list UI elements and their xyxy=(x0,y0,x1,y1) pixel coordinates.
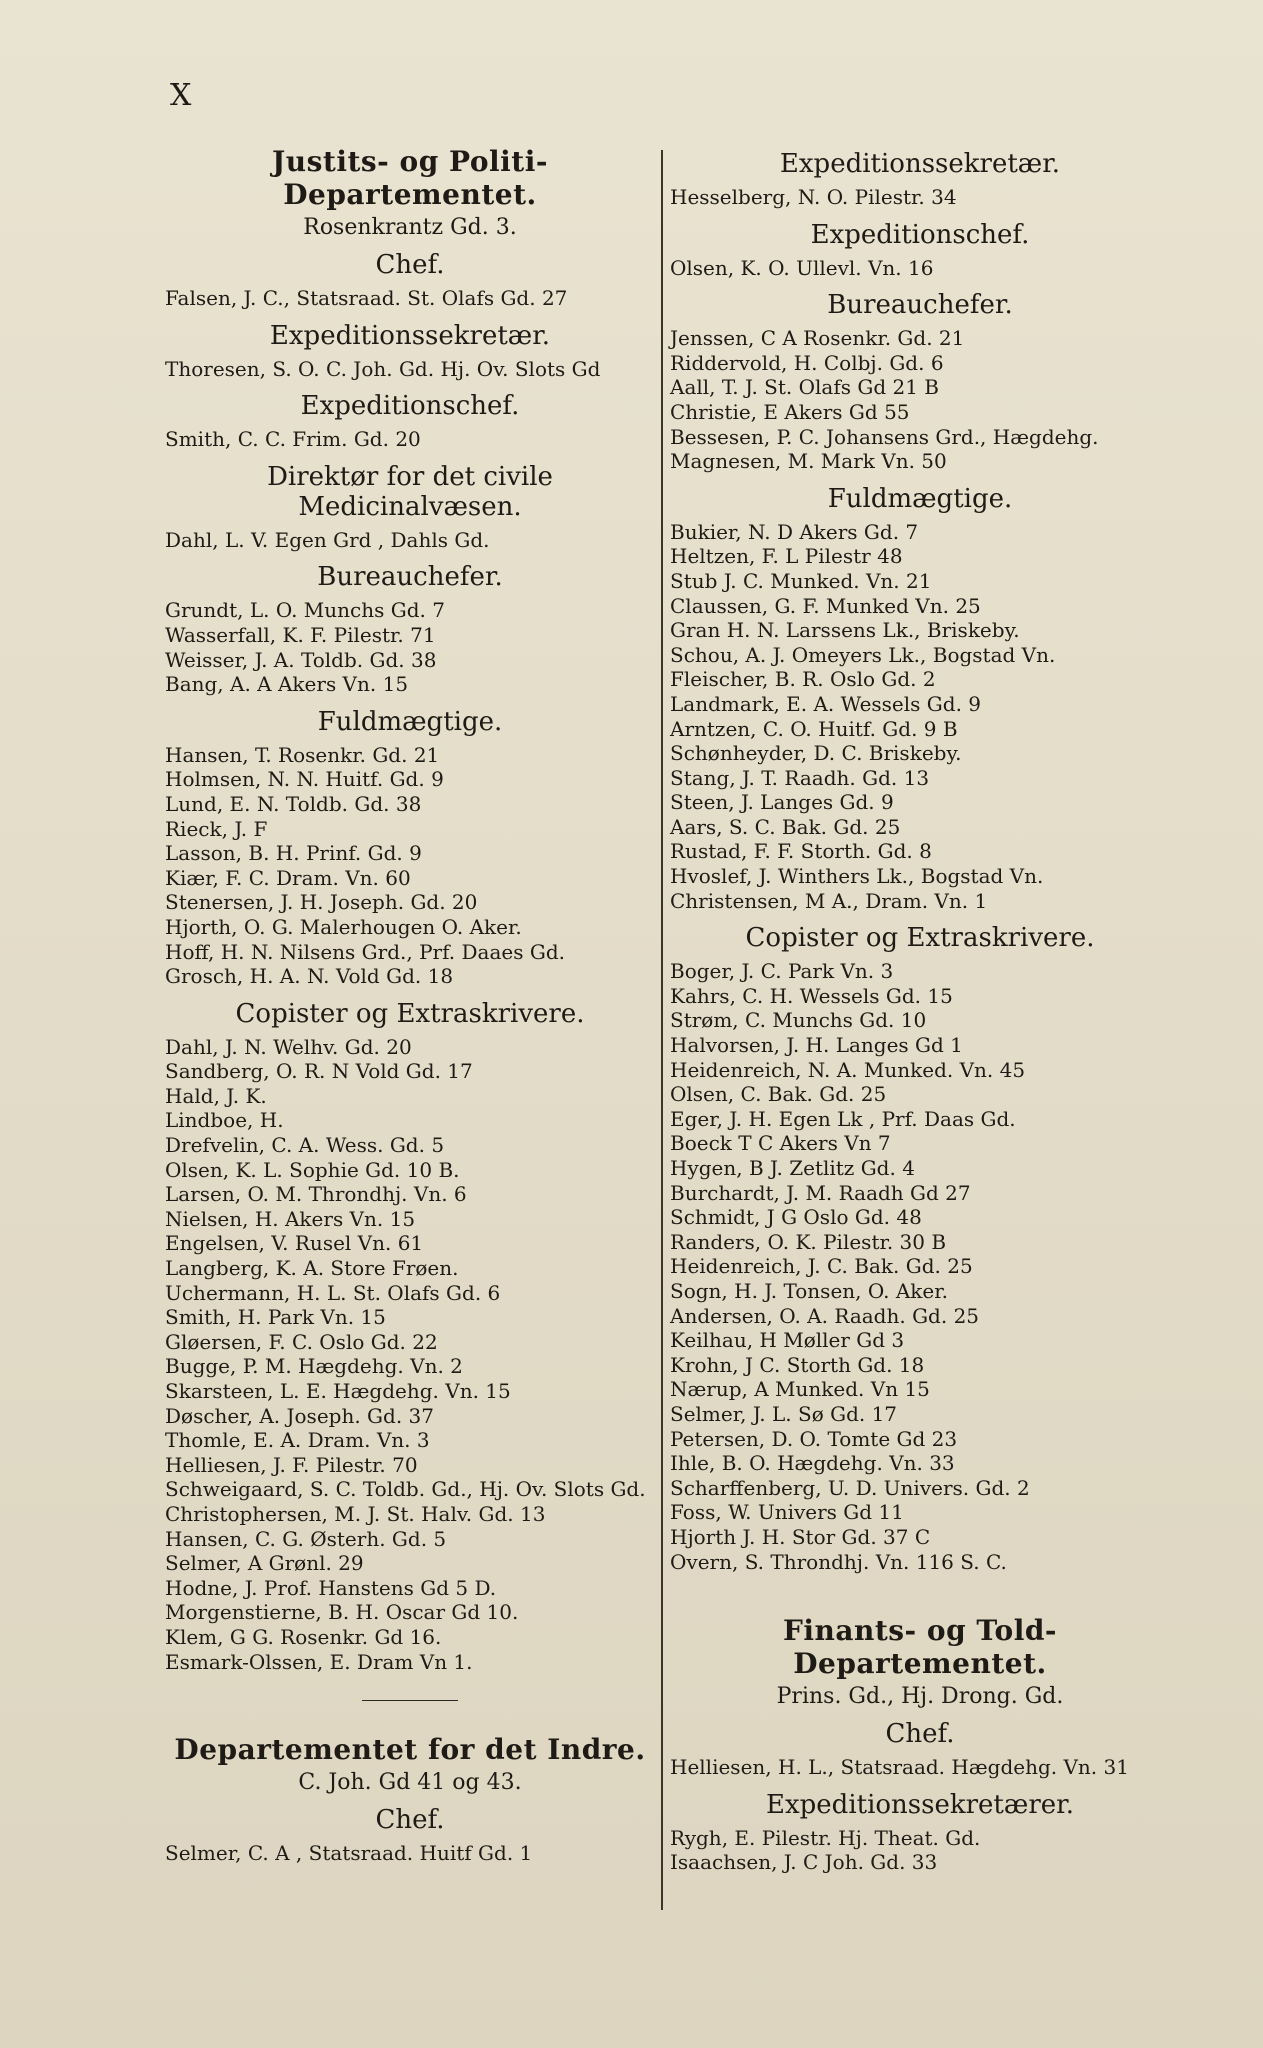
list-item: Stub J. C. Munked. Vn. 21 xyxy=(670,568,932,593)
department-title: Departementet for det Indre. xyxy=(174,1733,646,1767)
list-item: Bessesen, P. C. Johansens Grd., Hægdehg. xyxy=(670,424,1099,449)
list-item: Randers, O. K. Pilestr. 30 B xyxy=(670,1229,947,1254)
list-item: Andersen, O. A. Raadh. Gd. 25 xyxy=(670,1303,980,1328)
list-item: Rygh, E. Pilestr. Hj. Theat. Gd. xyxy=(670,1825,981,1850)
list-item: Hald, J. K. xyxy=(165,1083,267,1108)
group-heading: Expeditionschef. xyxy=(300,391,520,422)
list-item: Keilhau, H Møller Gd 3 xyxy=(670,1328,905,1353)
list-item: Falsen, J. C., Statsraad. St. Olafs Gd. 27 xyxy=(165,286,568,310)
list-item: Krohn, J C. Storth Gd. 18 xyxy=(670,1352,925,1377)
department-finants xyxy=(670,1614,1170,1875)
group-heading: Chef. xyxy=(375,1805,445,1836)
list-item: Nielsen, H. Akers Vn. 15 xyxy=(165,1206,416,1231)
list-item: Grosch, H. A. N. Vold Gd. 18 xyxy=(165,964,454,989)
list-item: Weisser, J. A. Toldb. Gd. 38 xyxy=(165,647,437,672)
list-item: Dahl, L. V. Egen Grd , Dahls Gd. xyxy=(165,527,490,552)
list-item: Ihle, B. O. Hægdehg. Vn. 33 xyxy=(670,1451,955,1476)
list-item: Klem, G G. Rosenkr. Gd 16. xyxy=(165,1624,442,1649)
department-title: Justits- og Politi-Departementet. xyxy=(272,145,548,211)
list-item: Sandberg, O. R. N Vold Gd. 17 xyxy=(165,1059,473,1084)
list-item: Bugge, P. M. Hægdehg. Vn. 2 xyxy=(165,1354,463,1379)
list-item: Dahl, J. N. Welhv. Gd. 20 xyxy=(165,1034,412,1059)
list-item: Hoff, H. N. Nilsens Grd., Prf. Daaes Gd. xyxy=(165,939,565,964)
group-heading: Bureauchefer. xyxy=(827,290,1013,321)
list-item: Kahrs, C. H. Wessels Gd. 15 xyxy=(670,983,953,1008)
group-heading: Direktør for det civile Medicinalvæsen. xyxy=(267,461,553,522)
list-item: Hansen, T. Rosenkr. Gd. 21 xyxy=(165,742,440,767)
list-item: Gløersen, F. C. Oslo Gd. 22 xyxy=(165,1329,438,1354)
list-item: Skarsteen, L. E. Hægdehg. Vn. 15 xyxy=(165,1379,511,1403)
department-justits-continued xyxy=(670,149,1170,1574)
list-item: Landmark, E. A. Wessels Gd. 9 xyxy=(670,691,982,716)
list-item: Bang, A. A Akers Vn. 15 xyxy=(165,672,409,697)
list-item: Christophersen, M. J. St. Halv. Gd. 13 xyxy=(165,1501,546,1526)
list-item: Morgenstierne, B. H. Oscar Gd 10. xyxy=(165,1600,519,1625)
list-item: Scharffenberg, U. D. Univers. Gd. 2 xyxy=(670,1475,1030,1500)
list-item: Helliesen, H. L., Statsraad. Hægdehg. Vn. 31 xyxy=(670,1755,1129,1780)
list-item: Fleischer, B. R. Oslo Gd. 2 xyxy=(670,667,936,692)
list-item: Hesselberg, N. O. Pilestr. 34 xyxy=(670,185,957,209)
department-address: Rosenkrantz Gd. 3. xyxy=(303,215,517,240)
department-justits xyxy=(165,145,655,1674)
list-item: Schweigaard, S. C. Toldb. Gd., Hj. Ov. Slots Gd. xyxy=(165,1477,646,1502)
list-item: Christensen, M A., Dram. Vn. 1 xyxy=(670,888,988,913)
group-heading: Expeditionschef. xyxy=(810,219,1030,250)
group-heading: Fuldmægtige. xyxy=(827,483,1013,514)
group-heading: Chef. xyxy=(885,1719,955,1750)
list-item: Selmer, J. L. Sø Gd. 17 xyxy=(670,1401,898,1426)
list-item: Bukier, N. D Akers Gd. 7 xyxy=(670,519,919,544)
list-item: Engelsen, V. Rusel Vn. 61 xyxy=(165,1231,424,1256)
list-item: Langberg, K. A. Store Frøen. xyxy=(165,1256,459,1281)
list-item: Stang, J. T. Raadh. Gd. 13 xyxy=(670,765,930,790)
group-heading: Copister og Extraskrivere. xyxy=(745,923,1095,954)
list-item: Uchermann, H. L. St. Olafs Gd. 6 xyxy=(165,1280,501,1305)
right-column xyxy=(670,145,1170,1875)
list-item: Helliesen, J. F. Pilestr. 70 xyxy=(165,1452,418,1477)
list-item: Hjorth, O. G. Malerhougen O. Aker. xyxy=(165,914,522,939)
list-item: Lindboe, H. xyxy=(165,1108,284,1133)
list-item: Aall, T. J. St. Olafs Gd 21 B xyxy=(670,375,940,400)
list-item: Kiær, F. C. Dram. Vn. 60 xyxy=(165,865,411,890)
page-number: X xyxy=(170,78,192,113)
list-item: Steen, J. Langes Gd. 9 xyxy=(670,790,894,815)
list-item: Holmsen, N. N. Huitf. Gd. 9 xyxy=(165,767,444,792)
list-item: Thomle, E. A. Dram. Vn. 3 xyxy=(165,1428,430,1453)
list-item: Lund, E. N. Toldb. Gd. 38 xyxy=(165,791,422,816)
list-item: Boger, J. C. Park Vn. 3 xyxy=(670,959,894,984)
list-item: Grundt, L. O. Munchs Gd. 7 xyxy=(165,598,445,623)
list-item: Heidenreich, N. A. Munked. Vn. 45 xyxy=(670,1057,1026,1082)
list-item: Riddervold, H. Colbj. Gd. 6 xyxy=(670,350,944,375)
list-item: Boeck T C Akers Vn 7 xyxy=(670,1131,891,1156)
group-heading: Bureauchefer. xyxy=(317,562,503,593)
list-item: Sogn, H. J. Tonsen, O. Aker. xyxy=(670,1278,948,1303)
group-heading: Expeditionssekretær. xyxy=(779,149,1061,179)
department-address: Prins. Gd., Hj. Drong. Gd. xyxy=(776,1684,1064,1710)
list-item: Arntzen, C. O. Huitf. Gd. 9 B xyxy=(670,716,958,741)
list-item: Eger, J. H. Egen Lk , Prf. Daas Gd. xyxy=(670,1106,1016,1131)
list-item: Selmer, C. A , Statsraad. Huitf Gd. 1 xyxy=(165,1841,533,1866)
list-item: Magnesen, M. Mark Vn. 50 xyxy=(670,449,947,474)
list-item: Foss, W. Univers Gd 11 xyxy=(670,1500,904,1525)
column-divider xyxy=(661,150,663,1910)
group-heading: Expeditionssekretærer. xyxy=(766,1789,1074,1820)
list-item: Nærup, A Munked. Vn 15 xyxy=(670,1377,930,1402)
list-item: Christie, E Akers Gd 55 xyxy=(670,399,910,424)
list-item: Isaachsen, J. C Joh. Gd. 33 xyxy=(670,1850,938,1875)
list-item: Halvorsen, J. H. Langes Gd 1 xyxy=(670,1033,963,1058)
list-item: Gran H. N. Larssens Lk., Briskeby. xyxy=(670,618,1020,643)
list-item: Jenssen, C A Rosenkr. Gd. 21 xyxy=(670,326,965,351)
left-column xyxy=(165,145,655,1866)
list-item: Smith, H. Park Vn. 15 xyxy=(165,1305,386,1330)
list-item: Olsen, K. O. Ullevl. Vn. 16 xyxy=(670,255,934,280)
group-heading: Expeditionssekretær. xyxy=(269,320,551,351)
list-item: Hvoslef, J. Winthers Lk., Bogstad Vn. xyxy=(670,864,1044,889)
list-item: Overn, S. Throndhj. Vn. 116 S. C. xyxy=(670,1549,1007,1574)
list-item: Stenersen, J. H. Joseph. Gd. 20 xyxy=(165,890,478,915)
group-heading: Copister og Extraskrivere. xyxy=(235,998,585,1029)
list-item: Heltzen, F. L Pilestr 48 xyxy=(670,544,903,569)
list-item: Schmidt, J G Oslo Gd. 48 xyxy=(670,1205,922,1230)
list-item: Claussen, G. F. Munked Vn. 25 xyxy=(670,593,981,618)
list-item: Esmark-Olssen, E. Dram Vn 1. xyxy=(165,1649,473,1674)
list-item: Hodne, J. Prof. Hanstens Gd 5 D. xyxy=(165,1575,497,1600)
group-heading: Chef. xyxy=(375,250,445,280)
list-item: Olsen, K. L. Sophie Gd. 10 B. xyxy=(165,1157,460,1182)
department-address: C. Joh. Gd 41 og 43. xyxy=(298,1770,522,1796)
list-item: Thoresen, S. O. C. Joh. Gd. Hj. Ov. Slots Gd xyxy=(165,356,601,381)
list-item: Larsen, O. M. Throndhj. Vn. 6 xyxy=(165,1182,467,1207)
list-item: Petersen, D. O. Tomte Gd 23 xyxy=(670,1426,958,1451)
list-item: Drefvelin, C. A. Wess. Gd. 5 xyxy=(165,1133,445,1158)
list-item: Døscher, A. Joseph. Gd. 37 xyxy=(165,1403,434,1428)
list-item: Schønheyder, D. C. Briskeby. xyxy=(670,741,962,766)
list-item: Heidenreich, J. C. Bak. Gd. 25 xyxy=(670,1254,973,1279)
list-item: Aars, S. C. Bak. Gd. 25 xyxy=(670,814,901,839)
list-item: Olsen, C. Bak. Gd. 25 xyxy=(670,1082,887,1107)
list-item: Smith, C. C. Frim. Gd. 20 xyxy=(165,427,421,452)
list-item: Strøm, C. Munchs Gd. 10 xyxy=(670,1008,927,1033)
list-item: Selmer, A Grønl. 29 xyxy=(165,1551,364,1576)
list-item: Lasson, B. H. Prinf. Gd. 9 xyxy=(165,841,422,866)
department-indre xyxy=(165,1733,655,1866)
list-item: Hygen, B J. Zetlitz Gd. 4 xyxy=(670,1156,915,1180)
section-rule xyxy=(362,1700,458,1701)
list-item: Burchardt, J. M. Raadh Gd 27 xyxy=(670,1180,971,1205)
list-item: Schou, A. J. Omeyers Lk., Bogstad Vn. xyxy=(670,642,1056,667)
list-item: Hansen, C. G. Østerh. Gd. 5 xyxy=(165,1526,447,1551)
list-item: Wasserfall, K. F. Pilestr. 71 xyxy=(165,622,436,647)
department-title: Finants- og Told-Departementet. xyxy=(782,1614,1058,1681)
group-heading: Fuldmægtige. xyxy=(317,706,503,737)
list-item: Rustad, F. F. Storth. Gd. 8 xyxy=(670,839,932,864)
list-item: Hjorth J. H. Stor Gd. 37 C xyxy=(670,1524,931,1549)
list-item: Rieck, J. F xyxy=(165,816,268,841)
